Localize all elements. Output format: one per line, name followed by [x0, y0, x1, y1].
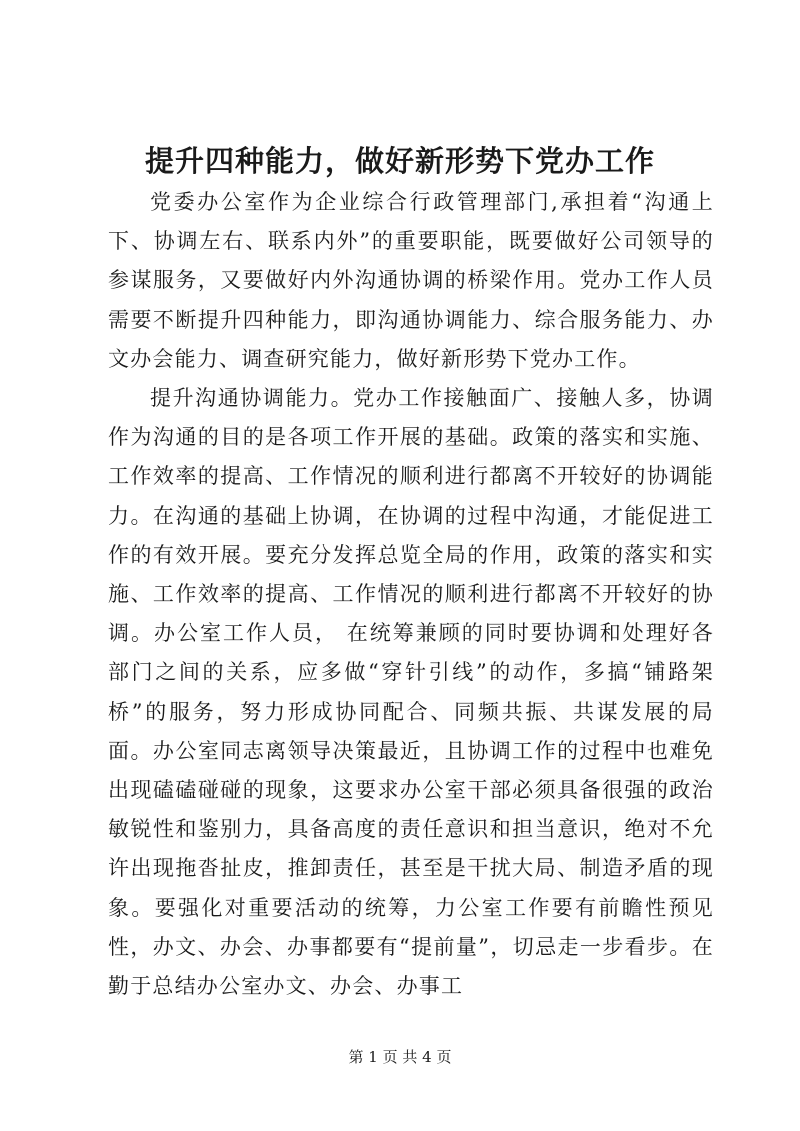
document-body	[108, 183, 714, 1006]
document-title: 提升四种能力，做好新形势下党办工作	[144, 144, 655, 178]
page-number-label: 第 1 页 共 4 页	[348, 1048, 452, 1066]
page-footer	[0, 1047, 800, 1067]
paragraph-communication: 提升沟通协调能力。党办工作接触面广、接触人多，协调作为沟通的目的是各项工作开展的基础。政策的落实和实施、工作效率的提高、工作情况的顺利进行都离不开较好的协调能力。在沟通的基础上协调，在协调的过程中沟通，才能促进工作的有效开展。要充分发挥总览全局的作用，政策的落实和实施、工作效率的提高、工作情况的顺利进行都离不开较好的协调。办公室工作人员， 在统筹兼顾的同时要协调和处理好各部门之间的关系，应多做“穿针引线”的动作，多搞“铺路架桥”的服务，努力形成协同配合、同频共振、共谋发展的局面。办公室同志离领导决策最近，且协调工作的过程中也难免出现磕磕碰碰的现象，这要求办公室干部必须具备很强的政治敏锐性和鉴别力，具备高度的责任意识和担当意识，绝对不允许出现拖沓扯皮，推卸责任，甚至是干扰大局、制造矛盾的现象。要强化对重要活动的统筹，力公室工作要有前瞻性预见性，办文、办会、办事都要有“提前量”，切忌走一步看步。在勤于总结办公室办文、办会、办事工	[108, 386, 714, 999]
paragraph-intro: 党委办公室作为企业综合行政管理部门,承担着“沟通上下、协调左右、联系内外”的重要职能，既要做好公司领导的参谋服务，又要做好内外沟通协调的桥梁作用。党办工作人员需要不断提升四种能力，即沟通协调能力、综合服务能力、办文办会能力、调查研究能力，做好新形势下党办工作。	[108, 190, 714, 371]
